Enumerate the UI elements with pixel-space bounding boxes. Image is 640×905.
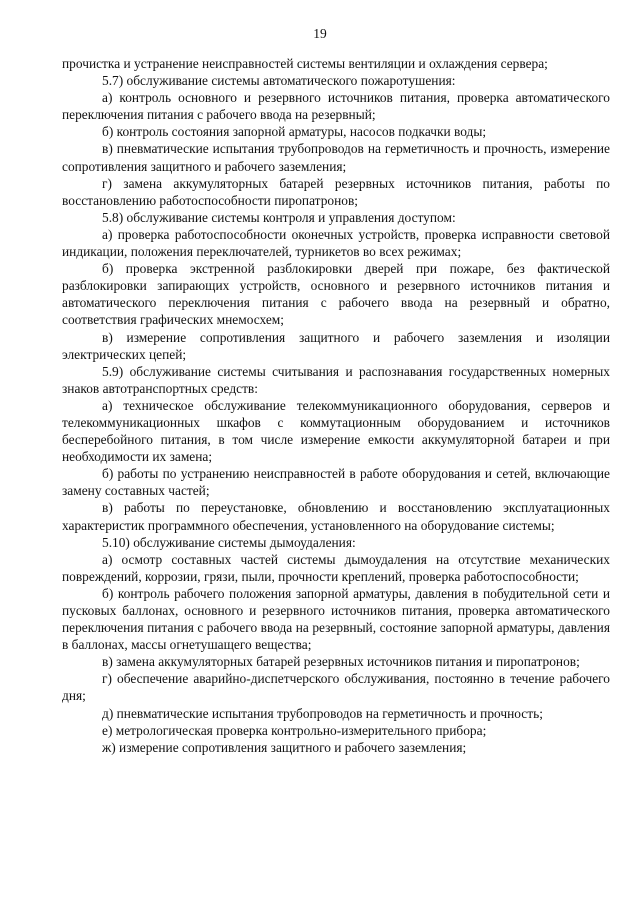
paragraph: а) контроль основного и резервного источников питания, проверка автоматического переключения питания с рабочего ввода на резервный;: [62, 90, 610, 123]
paragraph: ж) измерение сопротивления защитного и рабочего заземления;: [102, 739, 467, 755]
paragraph: б) контроль состояния запорной арматуры, насосов подкачки воды;: [102, 124, 487, 140]
paragraph: в) измерение сопротивления защитного и рабочего заземления и изоляции электрических цепей;: [62, 329, 610, 362]
paragraph: а) техническое обслуживание телекоммуникационного оборудования, серверов и телекоммуникационных шкафов с коммутационным оборудованием и источников бесперебойного питания, в том числе измерение емкости аккумуляторной батареи и при необходимости их замена;: [62, 397, 610, 465]
paragraph: прочистка и устранение неисправностей системы вентиляции и охлаждения сервера;: [62, 56, 548, 71]
paragraph: г) замена аккумуляторных батарей резервных источников питания, работы по восстановлению работоспособности пиропатронов;: [62, 175, 610, 208]
paragraph: в) пневматические испытания трубопроводов на герметичность и прочность, измерение сопротивления защитного и рабочего заземления;: [62, 141, 610, 174]
paragraph: а) проверка работоспособности оконечных устройств, проверка исправности световой индикации, положения переключателей, турникетов во всех режимах;: [62, 226, 610, 260]
paragraph: 5.8) обслуживание системы контроля и управления доступом:: [102, 209, 456, 225]
paragraph: в) замена аккумуляторных батарей резервных источников питания и пиропатронов;: [102, 654, 580, 670]
paragraph: а) осмотр составных частей системы дымоудаления на отсутствие механических повреждений, коррозии, грязи, пыли, прочности креплений, проверка работоспособности;: [62, 551, 610, 584]
paragraph: б) проверка экстренной разблокировки дверей при пожаре, без фактической разблокировки запирающих устройств, основного и резервного источников питания и автоматического переключения питания с рабочего ввода на резервный и обратно, соответствия графических мнемосхем;: [62, 261, 610, 328]
page-number: 19: [313, 26, 327, 41]
paragraph: б) работы по устранению неисправностей в работе оборудования и сетей, включающие замену составных частей;: [62, 466, 610, 499]
paragraph: 5.10) обслуживание системы дымоудаления:: [102, 534, 356, 550]
paragraph: 5.9) обслуживание системы считывания и распознавания государственных номерных знаков автотранспортных средств:: [62, 363, 610, 396]
paragraph: 5.7) обслуживание системы автоматического пожаротушения:: [102, 73, 456, 89]
paragraph: е) метрологическая проверка контрольно-измерительного прибора;: [102, 722, 487, 738]
paragraph: б) контроль рабочего положения запорной арматуры, давления в побудительной сети и пусковых баллонах, основного и резервного источников питания, проверка автоматического переключения питания с рабочего ввода на резервный, состояние запорной арматуры, давления в баллонах, массы огнетушащего вещества;: [62, 585, 610, 653]
paragraph: д) пневматические испытания трубопроводов на герметичность и прочность;: [102, 705, 543, 721]
document-body: [62, 55, 610, 756]
paragraph: г) обеспечение аварийно-диспетчерского обслуживания, постоянно в течение рабочего дня;: [62, 671, 610, 704]
paragraph: в) работы по переустановке, обновлению и восстановлению эксплуатационных характеристик программного обеспечения, установленного на оборудование системы;: [62, 500, 610, 533]
